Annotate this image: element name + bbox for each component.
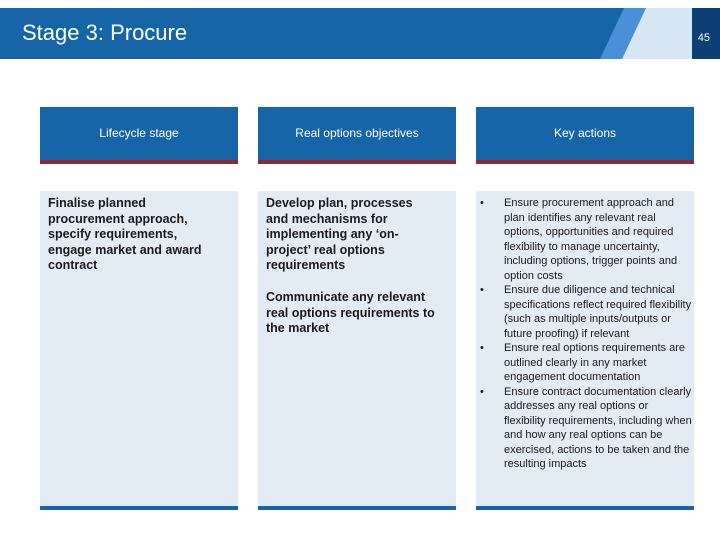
list-item — [476, 341, 692, 385]
key-actions-list — [476, 196, 692, 472]
header-bar — [0, 8, 720, 59]
column-header-key-actions: Key actions — [476, 107, 694, 164]
bullet-icon: • — [480, 342, 484, 354]
lifecycle-stage-text: Finalise planned procurement approach, specify requirements, engage market and award contract — [48, 196, 202, 272]
list-item — [476, 385, 692, 472]
column-lifecycle-stage — [40, 191, 238, 510]
key-action-text: Ensure procurement approach and plan identifies any relevant real options, opportunities and required flexibility to manage uncertainty, including options, trigger points and option costs — [504, 197, 678, 282]
objective-paragraph: Develop plan, processes and mechanisms for implementing any ‘on-project’ real options requirements — [266, 196, 413, 272]
list-item — [476, 283, 692, 341]
bullet-icon: • — [480, 284, 484, 296]
column-header-real-options-objectives: Real options objectives — [258, 107, 456, 164]
list-item — [476, 196, 692, 283]
key-action-text: Ensure real options requirements are outlined clearly in any market engagement documentation — [504, 342, 685, 383]
column-header-lifecycle-stage: Lifecycle stage — [40, 107, 238, 164]
bullet-icon: • — [480, 385, 484, 398]
key-action-text: Ensure contract documentation clearly addresses any real options or flexibility requirements, including when and how any real options can be exercised, actions to be taken and the resulting impacts — [504, 385, 692, 470]
column-key-actions — [476, 191, 694, 510]
page-number: 45 — [697, 32, 710, 44]
key-action-text: Ensure due diligence and technical specifications reflect required flexibility (such as multiple inputs/outputs or future proofing) if relevant — [504, 284, 692, 340]
bullet-icon: • — [480, 197, 484, 209]
objective-paragraph: Communicate any relevant real options requirements to the market — [266, 290, 435, 335]
column-real-options-objectives — [258, 191, 456, 510]
page-title: Stage 3: Procure — [22, 20, 188, 45]
